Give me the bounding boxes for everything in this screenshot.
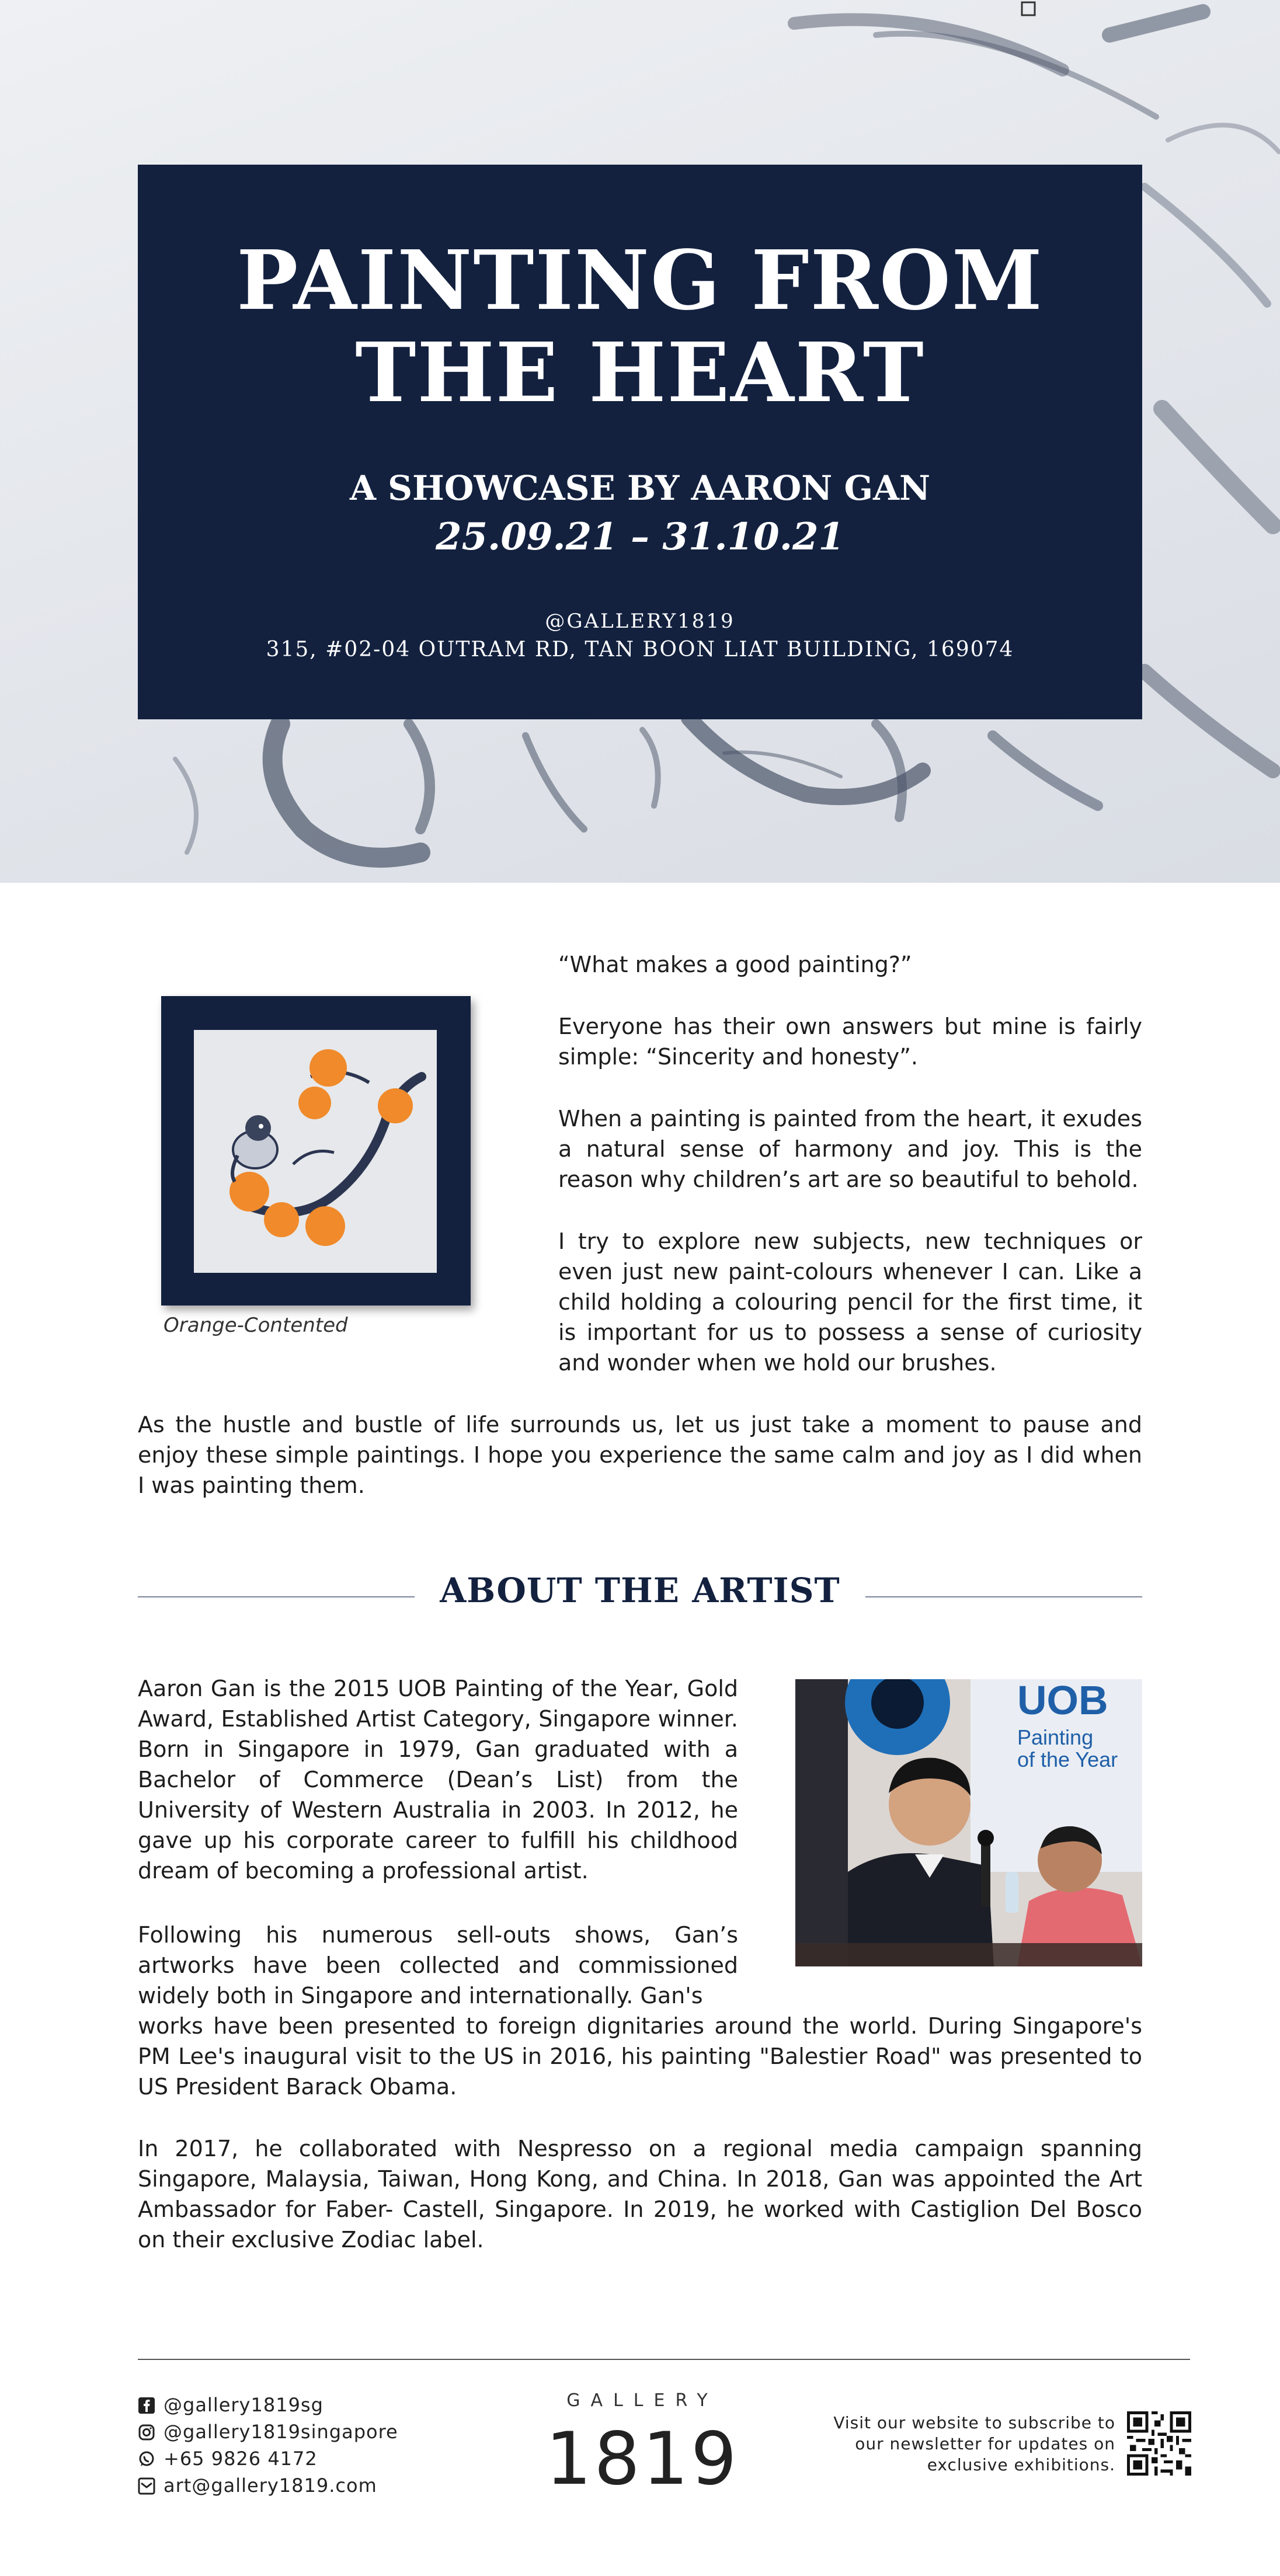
gallery-logo-word: GALLERY [566, 2390, 718, 2411]
newsletter-note [806, 2413, 1115, 2476]
about-paragraph-1: Aaron Gan is the 2015 UOB Painting of the Year, Gold Award, Established Artist Category, Singapore winner. Born in Singapore in 1979, Gan graduated with a Bachelor of Commerce (Dean’s List) from the University of Western Australia in 2003. In 2012, he gave up his corporate career to fulfill his childhood dream of becoming a professional artist. [138, 1676, 738, 1884]
exhibition-title-box [138, 165, 1142, 719]
contact-whatsapp[interactable] [138, 2448, 318, 2470]
about-paragraph-2b: works have been presented to foreign dignitaries around the world. During Singapore's PM Lee's inaugural visit to the US in 2016, his painting "Balestier Road" was presented to US President Barack Obama. [138, 2013, 1142, 2100]
intro-paragraph-2: When a painting is painted from the heart, it exudes a natural sense of harmony and joy. This is the reason why children’s art are so beautiful to behold. [558, 1106, 1142, 1192]
intro-paragraph-3: I try to explore new subjects, new techniques or even just new paint-colours whenever I can. Like a child holding a colouring pencil for the first time, it is important for us to possess a sense of curiosity and wonder when we hold our brushes. [558, 1228, 1142, 1376]
instagram-handle: @gallery1819singapore [164, 2421, 398, 2443]
gallery-logo-number: 1819 [545, 2417, 739, 2501]
about-paragraph-2a: Following his numerous sell-outs shows, Gan’s artworks have been collected and commissioned widely both in Singapore and internationally. Gan's [138, 1922, 738, 2008]
photo-sign-of-the-year: of the Year [1017, 1747, 1118, 1771]
newsletter-line-1: Visit our website to subscribe to [833, 2413, 1115, 2432]
venue-address: 315, #02-04 OUTRAM RD, TAN BOON LIAT BUILDING, 169074 [266, 638, 1014, 662]
title-line-1: PAINTING FROM [236, 233, 1044, 329]
hero-banner [0, 0, 1280, 883]
painting-caption: Orange-Contented [164, 1314, 348, 1337]
about-paragraph-3: In 2017, he collaborated with Nespresso on a regional media campaign spanning Singapore, Malaysia, Taiwan, Hong Kong, and China. In 2018, Gan was appointed the Art Ambassador for Faber- Castell, Singapore. In 2019, he worked with Castiglion Del Bosco on their exclusive Zodiac label. [138, 2136, 1142, 2253]
featured-painting [161, 996, 471, 1306]
instagram-icon [138, 2424, 155, 2441]
venue-handle: @GALLERY1819 [545, 610, 735, 633]
facebook-handle: @gallery1819sg [164, 2394, 324, 2416]
intro-paragraph-1: Everyone has their own answers but mine is fairly simple: “Sincerity and honesty”. [558, 1014, 1142, 1070]
whatsapp-number: +65 9826 4172 [164, 2448, 318, 2470]
painting-canvas [194, 1030, 437, 1273]
about-heading: ABOUT THE ARTIST [440, 1571, 840, 1610]
artist-photo [795, 1679, 1142, 1966]
exhibition-subtitle: A SHOWCASE BY AARON GAN [349, 468, 931, 508]
facebook-icon [138, 2397, 155, 2414]
intro-paragraph-4: As the hustle and bustle of life surrounds us, let us just take a moment to pause and enjoy these simple paintings. I hope you experience the same calm and joy as I did when I was painting them. [138, 1412, 1142, 1498]
exhibition-title [138, 235, 1142, 419]
contact-email[interactable] [138, 2474, 377, 2497]
contact-facebook[interactable] [138, 2394, 324, 2416]
newsletter-line-2: our newsletter for updates on [855, 2434, 1115, 2453]
corner-mark-icon [1022, 2, 1035, 15]
footer-divider [138, 2359, 1190, 2360]
contact-instagram[interactable] [138, 2421, 398, 2443]
exhibition-dates: 25.09.21 – 31.10.21 [435, 515, 845, 559]
newsletter-line-3: exclusive exhibitions. [927, 2455, 1115, 2474]
intro-question: “What makes a good painting?” [558, 952, 912, 977]
whatsapp-icon [138, 2450, 155, 2468]
qr-code-icon[interactable] [1127, 2411, 1191, 2476]
email-icon [138, 2477, 155, 2495]
photo-sign-painting: Painting [1017, 1725, 1094, 1749]
email-address: art@gallery1819.com [164, 2474, 377, 2497]
artist-at-award-illustration [795, 1679, 1142, 1966]
photo-sign-uob: UOB [1017, 1679, 1108, 1723]
orange-bird-artwork [194, 1030, 437, 1273]
title-line-2: THE HEART [355, 325, 925, 421]
